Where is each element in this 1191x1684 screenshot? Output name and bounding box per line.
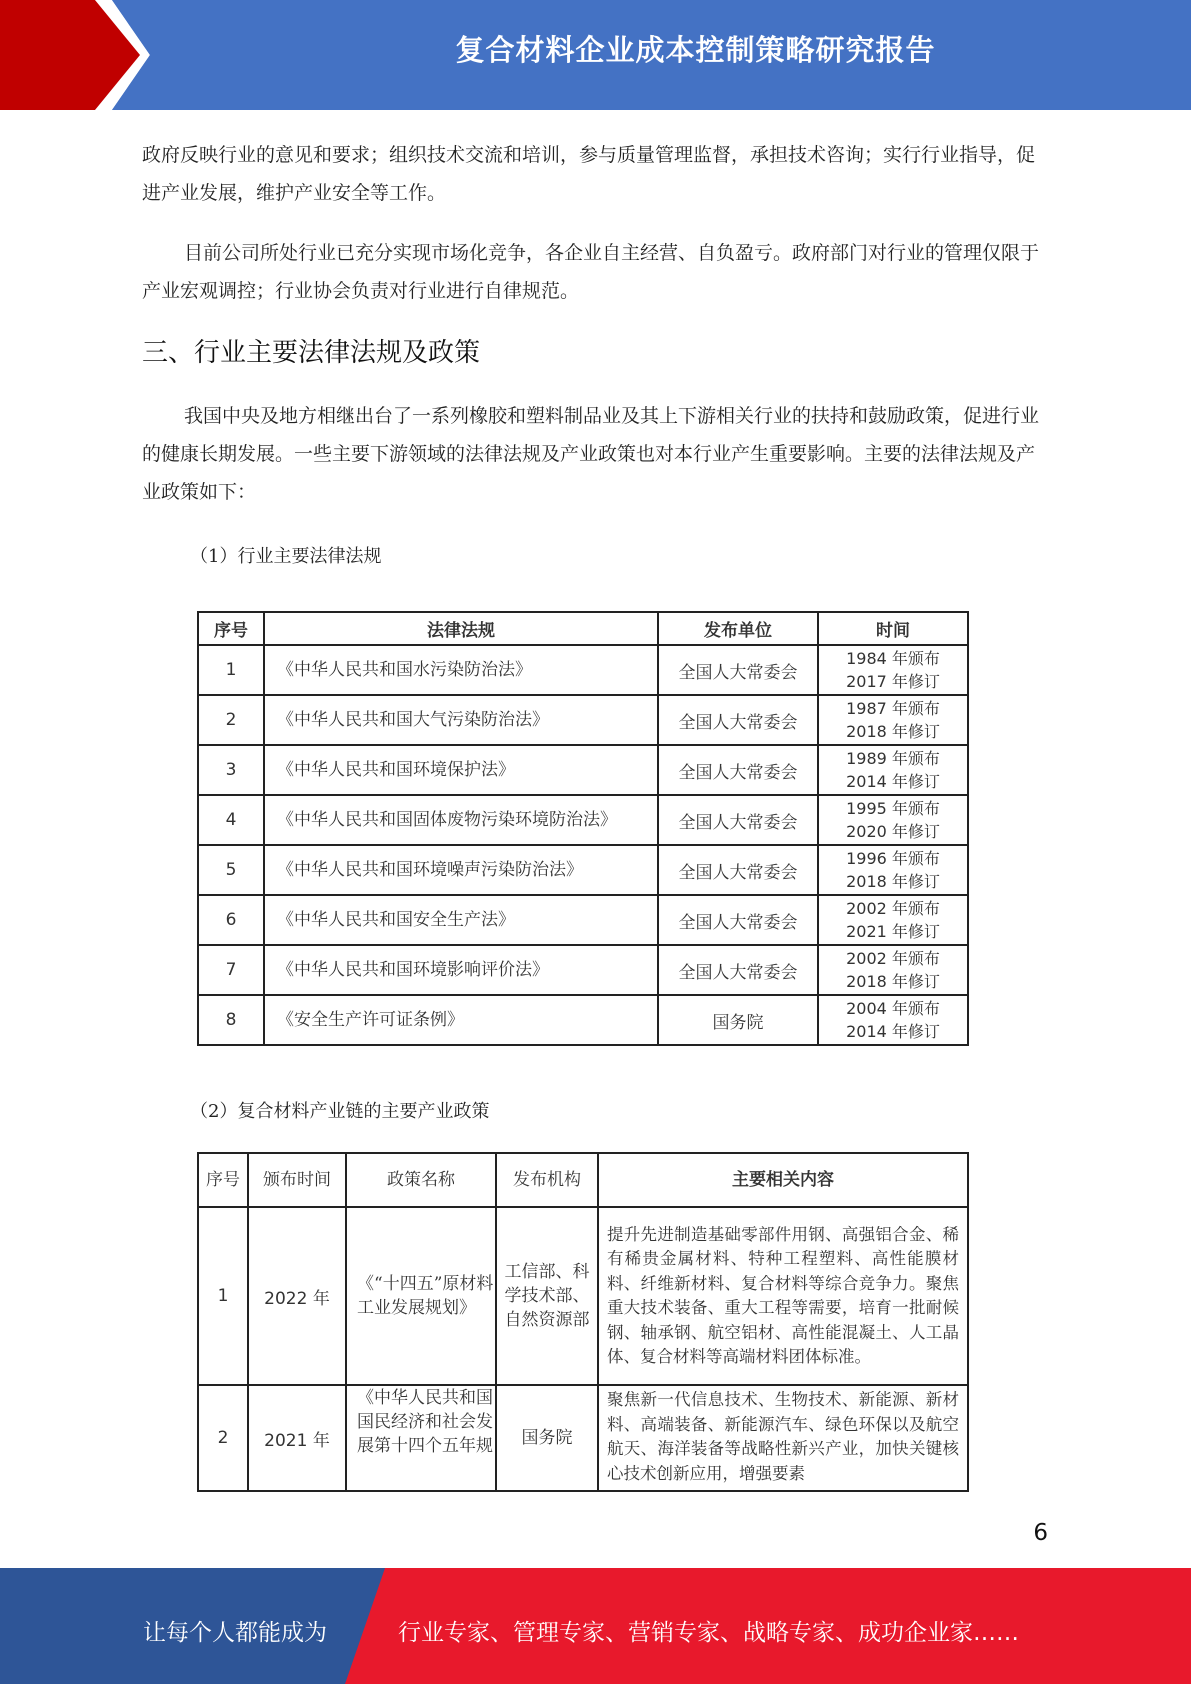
row-no: 1 xyxy=(198,1207,248,1385)
time-issued: 1996 年颁布 xyxy=(846,849,940,868)
row-no: 7 xyxy=(198,945,264,995)
time-revised: 2021 年修订 xyxy=(846,922,940,941)
row-law: 《中华人民共和国环境保护法》 xyxy=(264,745,658,795)
header-content: 主要相关内容 xyxy=(598,1153,968,1207)
row-no: 5 xyxy=(198,845,264,895)
report-title: 复合材料企业成本控制策略研究报告 xyxy=(455,33,936,67)
paragraph-3: 我国中央及地方相继出台了一系列橡胶和塑料制品业及其上下游相关行业的扶持和鼓励政策，促进行业的健康长期发展。一些主要下游领域的法律法规及产业政策也对本行业产生重要影响。主要的法律法规及产业政策如下： xyxy=(142,405,1040,503)
row-time xyxy=(818,645,968,695)
row-time xyxy=(818,745,968,795)
row-time xyxy=(818,795,968,845)
row-org: 全国人大常委会 xyxy=(658,845,818,895)
table-row xyxy=(198,745,968,795)
row-time xyxy=(818,945,968,995)
row-law: 《中华人民共和国水污染防治法》 xyxy=(264,645,658,695)
row-org: 全国人大常委会 xyxy=(658,795,818,845)
table-row xyxy=(198,1207,968,1385)
row-law: 《中华人民共和国固体废物污染环境防治法》 xyxy=(264,795,658,845)
time-issued: 1984 年颁布 xyxy=(846,649,940,668)
table-row xyxy=(198,1385,968,1491)
time-revised: 2018 年修订 xyxy=(846,972,940,991)
subheading-policies: （2）复合材料产业链的主要产业政策 xyxy=(190,1101,490,1122)
table-row xyxy=(198,895,968,945)
row-no: 6 xyxy=(198,895,264,945)
table-row xyxy=(198,995,968,1045)
row-date: 2022 年 xyxy=(248,1207,346,1385)
time-issued: 2004 年颁布 xyxy=(846,999,940,1018)
table-row xyxy=(198,945,968,995)
paragraph-2: 目前公司所处行业已充分实现市场化竞争，各企业自主经营、自负盈亏。政府部门对行业的管理仅限于产业宏观调控；行业协会负责对行业进行自律规范。 xyxy=(142,242,1040,302)
subheading-laws: （1）行业主要法律法规 xyxy=(190,546,382,567)
header-date: 颁布时间 xyxy=(248,1153,346,1207)
row-no: 1 xyxy=(198,645,264,695)
row-time xyxy=(818,995,968,1045)
time-revised: 2020 年修订 xyxy=(846,822,940,841)
row-org: 全国人大常委会 xyxy=(658,695,818,745)
header-chevron-graphic xyxy=(0,0,160,110)
row-law: 《中华人民共和国环境影响评价法》 xyxy=(264,945,658,995)
table-row xyxy=(198,695,968,745)
time-issued: 1989 年颁布 xyxy=(846,749,940,768)
row-org: 全国人大常委会 xyxy=(658,895,818,945)
header-banner xyxy=(0,0,1191,110)
table-header-row xyxy=(198,612,968,645)
table-header-row xyxy=(198,1153,968,1207)
row-no: 8 xyxy=(198,995,264,1045)
row-no: 3 xyxy=(198,745,264,795)
row-org: 全国人大常委会 xyxy=(658,645,818,695)
time-revised: 2014 年修订 xyxy=(846,772,940,791)
header-time: 时间 xyxy=(818,612,968,645)
time-issued: 1987 年颁布 xyxy=(846,699,940,718)
row-content: 提升先进制造基础零部件用钢、高强铝合金、稀有稀贵金属材料、特种工程塑料、高性能膜材料、纤维新材料、复合材料等综合竞争力。聚焦重大技术装备、重大工程等需要，培育一批耐候钢、轴承钢、航空铝材、高性能混凝土、人工晶体、复合材料等高端材料团体标准。 xyxy=(598,1207,968,1385)
row-law: 《安全生产许可证条例》 xyxy=(264,995,658,1045)
table-row xyxy=(198,645,968,695)
row-org: 全国人大常委会 xyxy=(658,945,818,995)
row-name: 《“十四五”原材料工业发展规划》 xyxy=(346,1207,496,1385)
time-revised: 2017 年修订 xyxy=(846,672,940,691)
footer-banner xyxy=(0,1568,1191,1684)
footer-slogan-left: 让每个人都能成为 xyxy=(143,1620,327,1646)
row-no: 2 xyxy=(198,1385,248,1491)
row-no: 2 xyxy=(198,695,264,745)
row-org: 工信部、科学技术部、自然资源部 xyxy=(496,1207,598,1385)
header-no: 序号 xyxy=(198,1153,248,1207)
header-org: 发布机构 xyxy=(496,1153,598,1207)
section-heading: 三、行业主要法律法规及政策 xyxy=(142,338,481,368)
row-law: 《中华人民共和国大气污染防治法》 xyxy=(264,695,658,745)
row-name: 《中华人民共和国国民经济和社会发展第十四个五年规 xyxy=(346,1385,496,1491)
header-org: 发布单位 xyxy=(658,612,818,645)
table-row xyxy=(198,845,968,895)
header-name: 政策名称 xyxy=(346,1153,496,1207)
paragraph-1: 政府反映行业的意见和要求；组织技术交流和培训，参与质量管理监督，承担技术咨询；实行行业指导，促进产业发展，维护产业安全等工作。 xyxy=(142,144,1036,204)
table-row xyxy=(198,795,968,845)
time-revised: 2018 年修订 xyxy=(846,872,940,891)
row-org: 国务院 xyxy=(496,1385,598,1491)
row-org: 全国人大常委会 xyxy=(658,745,818,795)
row-org: 国务院 xyxy=(658,995,818,1045)
row-time xyxy=(818,845,968,895)
time-issued: 2002 年颁布 xyxy=(846,949,940,968)
time-issued: 2002 年颁布 xyxy=(846,899,940,918)
row-law: 《中华人民共和国安全生产法》 xyxy=(264,895,658,945)
row-no: 4 xyxy=(198,795,264,845)
time-revised: 2014 年修订 xyxy=(846,1022,940,1041)
time-issued: 1995 年颁布 xyxy=(846,799,940,818)
laws-table xyxy=(197,611,969,1046)
policies-table xyxy=(197,1152,969,1492)
header-law: 法律法规 xyxy=(264,612,658,645)
header-no: 序号 xyxy=(198,612,264,645)
page-number: 6 xyxy=(1033,1520,1048,1546)
row-time xyxy=(818,895,968,945)
row-time xyxy=(818,695,968,745)
row-content: 聚焦新一代信息技术、生物技术、新能源、新材料、高端装备、新能源汽车、绿色环保以及航空航天、海洋装备等战略性新兴产业，加快关键核心技术创新应用，增强要素 xyxy=(598,1385,968,1491)
row-law: 《中华人民共和国环境噪声污染防治法》 xyxy=(264,845,658,895)
footer-slogan-right: 行业专家、管理专家、营销专家、战略专家、成功企业家…… xyxy=(398,1620,1019,1646)
time-revised: 2018 年修订 xyxy=(846,722,940,741)
row-date: 2021 年 xyxy=(248,1385,346,1491)
